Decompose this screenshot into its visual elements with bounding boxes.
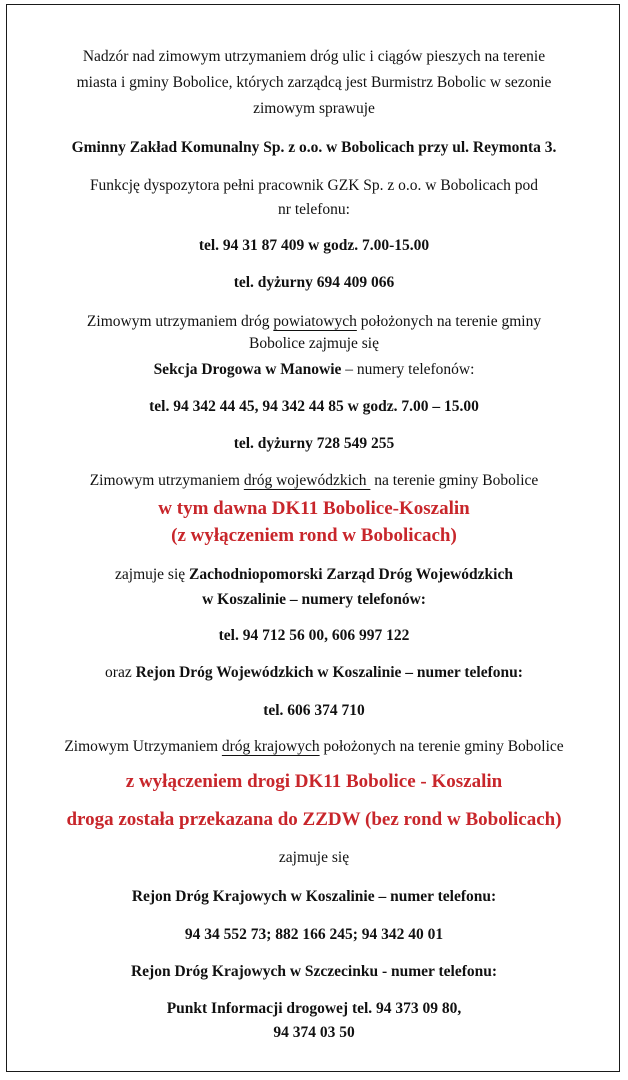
kraj-zajmuje-line: zajmuje się xyxy=(278,849,350,866)
intro-line-1: Nadzór nad zimowym utrzymaniem dróg ulic i ciągów pieszych na terenie xyxy=(82,48,546,65)
rdk-koszalin-phones: 94 34 552 73; 882 166 245; 94 342 40 01 xyxy=(184,926,444,943)
woj-text-a: Zimowym utrzymaniem xyxy=(89,472,244,489)
info-point-line-1: Punkt Informacji drogowej tel. 94 373 09 80, xyxy=(166,1000,462,1017)
intro-line-3: zimowym sprawuje xyxy=(253,100,375,117)
kraj-line-1 xyxy=(0,737,628,757)
gzk-duty-phone: tel. dyżurny 694 409 066 xyxy=(233,274,395,291)
dispatcher-line-2: nr telefonu: xyxy=(278,201,350,218)
powiat-line-1 xyxy=(0,312,628,332)
woj-text-b: na terenie gminy Bobolice xyxy=(370,472,539,489)
gzk-phone: tel. 94 31 87 409 w godz. 7.00-15.00 xyxy=(198,237,430,254)
kraj-text-a: Zimowym Utrzymaniem xyxy=(64,738,222,755)
kraj-text-b: położonych na terenie gminy Bobolice xyxy=(319,738,564,755)
kraj-underlined: dróg krajowych xyxy=(221,738,320,755)
rejon-woj-name: Rejon Dróg Wojewódzkich w Koszalinie – numer telefonu: xyxy=(135,664,523,681)
powiat-text-a: Zimowym utrzymaniem dróg xyxy=(86,313,274,330)
woj-phone: tel. 94 712 56 00, 606 997 122 xyxy=(218,627,410,644)
powiat-section-line xyxy=(0,360,628,380)
powiat-section-suffix: – numery telefonów: xyxy=(341,361,475,378)
woj-zzdw-line-2: w Koszalinie – numery telefonów: xyxy=(202,591,426,608)
dispatcher-line-1: Funkcję dyspozytora pełni pracownik GZK Sp. z o.o. w Bobolicach pod xyxy=(89,177,539,194)
kraj-red-line-2: droga została przekazana do ZZDW (bez rond w Bobolicach) xyxy=(66,809,562,830)
rdk-szczecinek-line: Rejon Dróg Krajowych w Szczecinku - numer telefonu: xyxy=(130,963,498,980)
powiat-underlined: powiatowych xyxy=(273,313,357,330)
gzk-line: Gminny Zakład Komunalny Sp. z o.o. w Bobolicach przy ul. Reymonta 3. xyxy=(71,139,557,156)
info-point-line-2: 94 374 03 50 xyxy=(273,1024,355,1041)
woj-red-line-2: (z wyłączeniem rond w Bobolicach) xyxy=(171,525,457,546)
rejon-woj-phone: tel. 606 374 710 xyxy=(263,702,365,719)
rejon-woj-prefix: oraz xyxy=(105,664,136,681)
rejon-woj-line xyxy=(0,663,628,683)
powiat-phone: tel. 94 342 44 45, 94 342 44 85 w godz. 7.00 – 15.00 xyxy=(149,398,479,415)
woj-zzdw-prefix: zajmuje się xyxy=(115,566,190,583)
powiat-duty-phone: tel. dyżurny 728 549 255 xyxy=(233,435,395,452)
intro-line-2: miasta i gminy Bobolice, których zarządcą jest Burmistrz Bobolic w sezonie xyxy=(76,74,552,91)
rdk-koszalin-line: Rejon Dróg Krajowych w Koszalinie – numer telefonu: xyxy=(131,888,497,905)
woj-zzdw-name: Zachodniopomorski Zarząd Dróg Wojewódzkich xyxy=(189,566,513,583)
powiat-text-b: położonych na terenie gminy xyxy=(356,313,542,330)
powiat-line-2: Bobolice zajmuje się xyxy=(249,335,379,352)
powiat-section-name: Sekcja Drogowa w Manowie xyxy=(153,361,342,378)
kraj-red-line-1: z wyłączeniem drogi DK11 Bobolice - Koszalin xyxy=(125,771,503,792)
woj-red-line-1: w tym dawna DK11 Bobolice-Koszalin xyxy=(158,498,470,519)
woj-underlined: dróg wojewódzkich xyxy=(243,472,371,489)
woj-line-1 xyxy=(0,471,628,491)
woj-zzdw-line-1 xyxy=(0,565,628,585)
